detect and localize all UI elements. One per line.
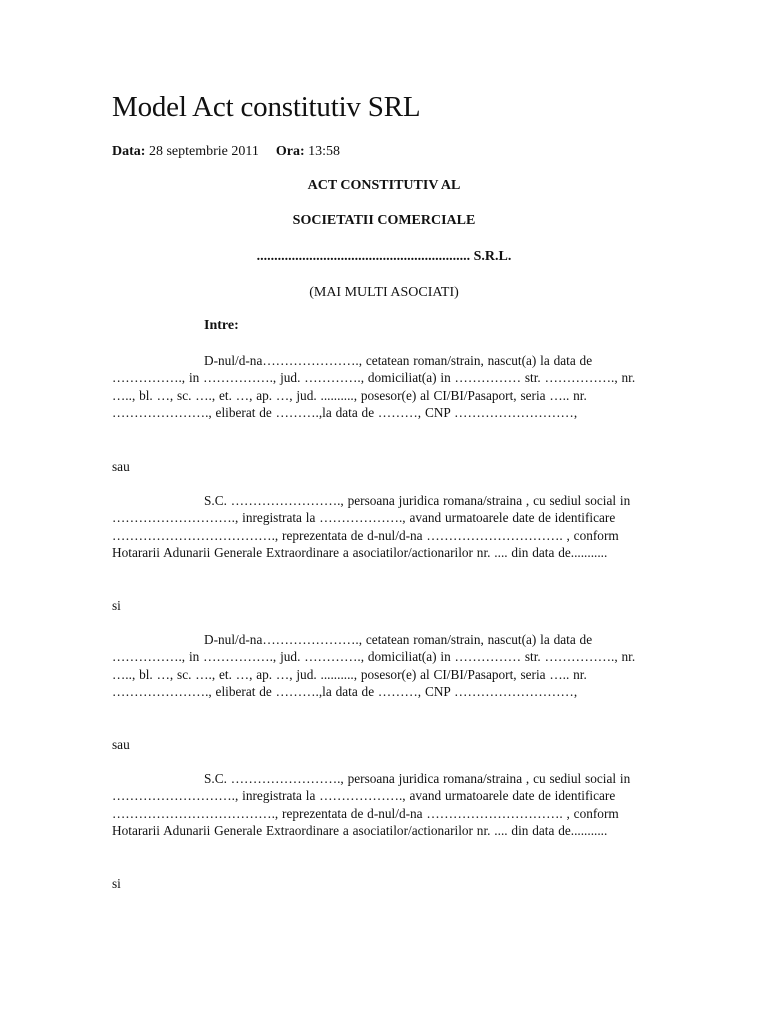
heading-line-4: (MAI MULTI ASOCIATI)	[309, 285, 459, 300]
si-label-2: si	[112, 876, 121, 891]
time-value: 13:58	[308, 144, 340, 159]
page-title: Model Act constitutiv SRL	[112, 91, 421, 123]
person-paragraph-1: D-nul/d-na…………………., cetatean roman/strain, nascut(a) la data de ……………., in ……………., jud. …………., domiciliat(a) in …………… str. ……………., nr. ….., bl. …, sc. …., et. …, ap. …, jud. .........., posesor(e) al CI/BI/Pasaport, seria ….. nr. …………………., eliberat de ……….,la data de ………, CNP ………………………,	[112, 353, 636, 420]
si-label-1: si	[112, 598, 121, 613]
time-label: Ora:	[275, 144, 305, 159]
person-paragraph-2: D-nul/d-na…………………., cetatean roman/strain, nascut(a) la data de ……………., in ……………., jud. …………., domiciliat(a) in …………… str. ……………., nr. ….., bl. …, sc. …., et. …, ap. …, jud. .........., posesor(e) al CI/BI/Pasaport, seria ….. nr. …………………., eliberat de ……….,la data de ………, CNP ………………………,	[112, 632, 636, 699]
sau-label-1: sau	[112, 459, 130, 474]
document-meta	[112, 143, 340, 161]
company-paragraph-2: S.C. ……………………., persoana juridica romana/straina , cu sediul social in ………………………., inregistrata la ………………., avand urmatoarele date de identificare ………………………………., reprezentata de d-nul/d-na …………………………. , conform Hotararii Adunarii Generale Extraordinare a asociatilor/actionarilor nr. .... din data de...........	[112, 771, 631, 838]
heading-line-3: ............................................................. S.R.L.	[256, 249, 512, 264]
date-label: Data:	[112, 144, 146, 159]
date-value: 28 septembrie 2011	[148, 144, 259, 159]
sau-label-2: sau	[112, 737, 130, 752]
heading-line-2: SOCIETATII COMERCIALE	[292, 213, 476, 228]
heading-line-1: ACT CONSTITUTIV AL	[307, 178, 461, 193]
intre-label: Intre:	[204, 318, 239, 333]
company-paragraph-1: S.C. ……………………., persoana juridica romana/straina , cu sediul social in ………………………., inregistrata la ………………., avand urmatoarele date de identificare ………………………………., reprezentata de d-nul/d-na …………………………. , conform Hotararii Adunarii Generale Extraordinare a asociatilor/actionarilor nr. .... din data de...........	[112, 493, 631, 560]
